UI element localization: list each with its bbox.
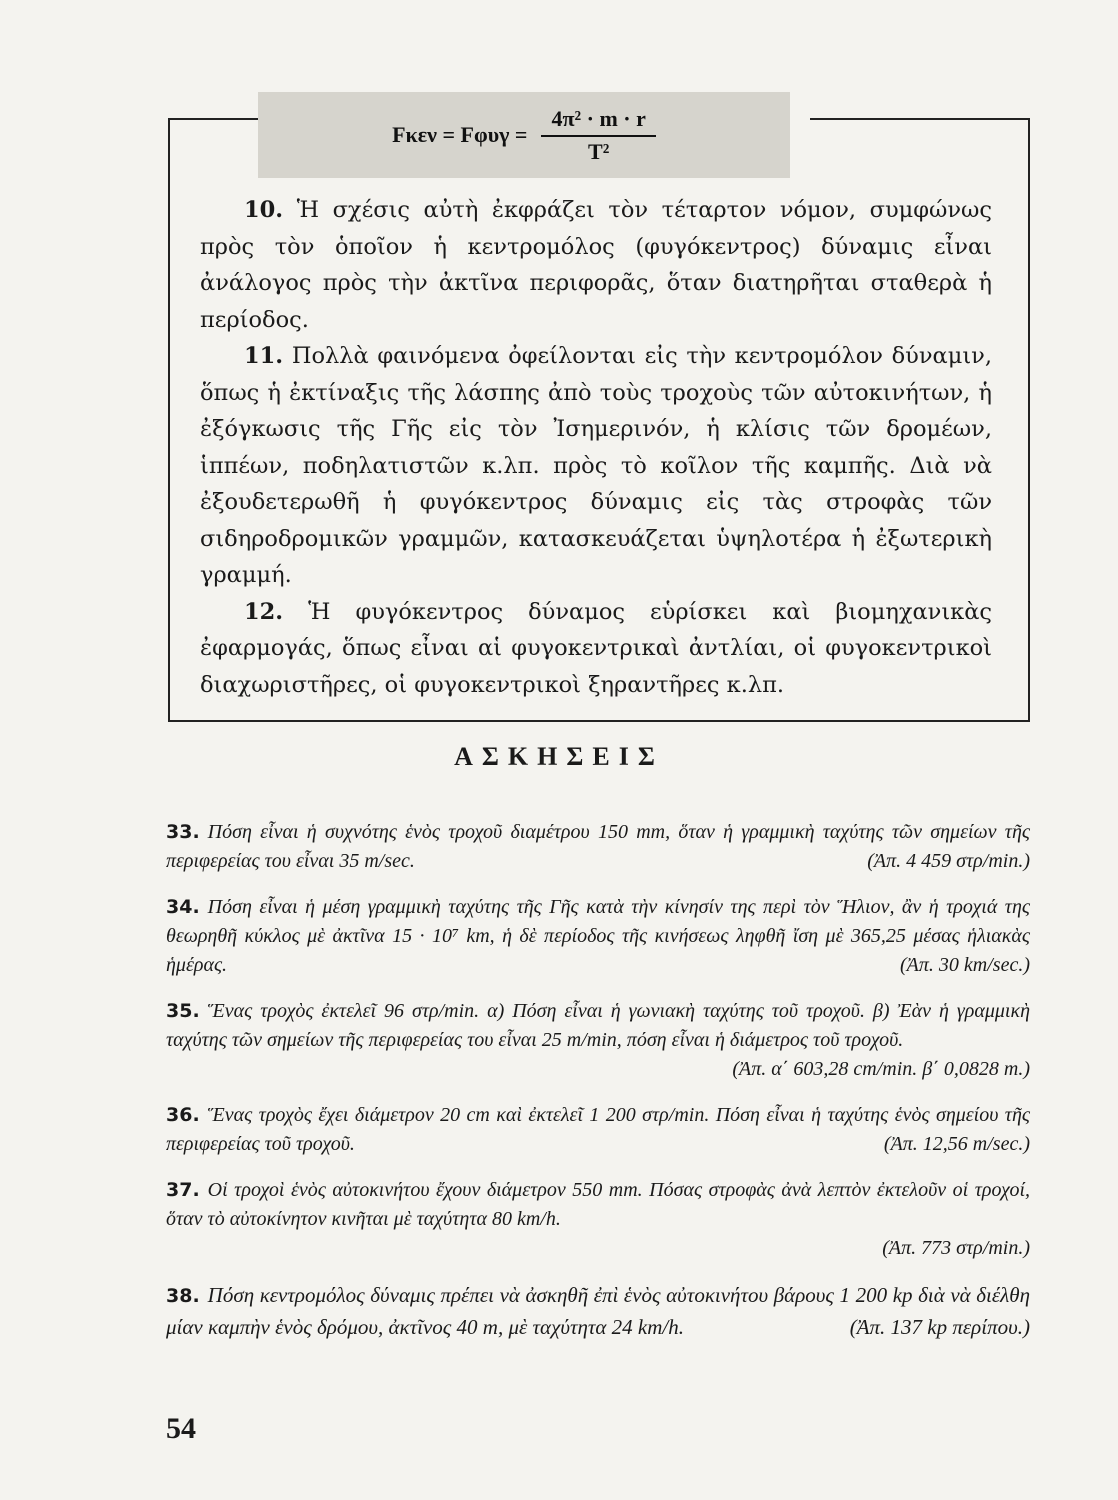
- exercise-answer: (Ἀπ. 137 kp περίπου.): [849, 1315, 1030, 1339]
- paragraph-11: 11. Πολλὰ φαινόμενα ὀφείλονται εἰς τὴν κεντρομόλον δύναμιν, ὅπως ἡ ἐκτίναξις τῆς λάσπης ἀπὸ τοὺς τροχοὺς τῶν αὐτοκινήτων, ἡ ἐξόγκωσις τῆς Γῆς εἰς τὸν Ἰσημερινόν, ἡ κλίσις τῶν δρομέων, ἱππέων, ποδηλατιστῶν κ.λπ. πρὸς τὸ κοῖλον τῆς καμπῆς. Διὰ νὰ ἐξουδετερωθῆ ἡ φυγόκεντρος δύναμις εἰς τὰς στροφὰς τῶν σιδηροδρομικῶν γραμμῶν, κατασκευάζεται ὑψηλοτέρα ἡ ἐξωτερικὴ γραμμή.: [200, 343, 993, 588]
- exercise-38: 38. Πόση κεντρομόλος δύναμις πρέπει νὰ ἀσκηθῆ ἐπὶ ἑνὸς αὐτοκινήτου βάρους 1 200 kp διὰ νὰ διέλθη μίαν καμπὴν ἑνὸς δρόμου, ἀκτῖνος 40 m, μὲ ταχύτητα 24 km/h. (Ἀπ. 137 kp περίπου.): [166, 1280, 1030, 1343]
- page-number: 54: [166, 1412, 196, 1445]
- formula-left: Fκεν = Fφυγ =: [392, 122, 528, 147]
- exercise-35: 35. Ἕνας τροχὸς ἐκτελεῖ 96 στρ/min. α) Πόση εἶναι ἡ γωνιακὴ ταχύτης τοῦ τροχοῦ. β) Ἐὰν ἡ γραμμικὴ ταχύτης τῶν σημείων τῆς περιφερείας του εἶναι 25 m/min, πόση εἶναι ἡ διάμετρος τοῦ τροχοῦ. (Ἀπ. α΄ 603,28 cm/min. β΄ 0,0828 m.): [166, 997, 1030, 1084]
- formula-denominator: T²: [588, 138, 610, 164]
- exercises-list: [166, 818, 1030, 1360]
- exercise-answer: (Ἀπ. 773 στρ/min.): [882, 1237, 1030, 1259]
- paragraph-10: 10. Ἡ σχέσις αὐτὴ ἐκφράζει τὸν τέταρτον νόμον, συμφώνως πρὸς τὸν ὁποῖον ἡ κεντρομόλος (φυγόκεντρος) δύναμις εἶναι ἀνάλογος πρὸς τὴν ἀκτῖνα περιφορᾶς, ὅταν διατηρῆται σταθερὰ ἡ περίοδος.: [200, 197, 992, 333]
- exercise-37: 37. Οἱ τροχοὶ ἑνὸς αὐτοκινήτου ἔχουν διάμετρον 550 mm. Πόσας στροφὰς ἀνὰ λεπτὸν ἐκτελοῦν οἱ τροχοί, ὅταν τὸ αὐτοκίνητον κινῆται μὲ ταχύτητα 80 km/h. (Ἀπ. 773 στρ/min.): [166, 1176, 1030, 1263]
- exercise-answer: (Ἀπ. 4 459 στρ/min.): [867, 850, 1030, 872]
- theory-text: [200, 192, 992, 703]
- exercises-heading: ΑΣΚΗΣΕΙΣ: [454, 742, 664, 771]
- exercise-36: 36. Ἕνας τροχὸς ἔχει διάμετρον 20 cm καὶ ἐκτελεῖ 1 200 στρ/min. Πόση εἶναι ἡ ταχύτης ἑνὸς σημείου τῆς περιφερείας τοῦ τροχοῦ. (Ἀπ. 12,56 m/sec.): [166, 1101, 1030, 1159]
- exercise-answer: (Ἀπ. 12,56 m/sec.): [883, 1133, 1030, 1155]
- formula-numerator: 4π² · m · r: [541, 106, 655, 137]
- paragraph-12: 12. Ἡ φυγόκεντρος δύναμος εὑρίσκει καὶ βιομηχανικὰς ἐφαρμογάς, ὅπως εἶναι αἱ φυγοκεντρικαὶ ἀντλίαι, οἱ φυγοκεντρικοὶ διαχωριστῆρες, οἱ φυγοκεντρικοὶ ξηραντῆρες κ.λπ.: [200, 598, 992, 698]
- formula-fraction: [541, 106, 655, 165]
- exercise-34: 34. Πόση εἶναι ἡ μέση γραμμικὴ ταχύτης τῆς Γῆς κατὰ τὴν κίνησίν της περὶ τὸν Ἥλιον, ἂν ἡ τροχιά της θεωρηθῆ κύκλος μὲ ἀκτῖνα 15 · 10⁷ km, ἡ δὲ περίοδος τῆς κινήσεως ληφθῆ ἴση μὲ 365,25 μέσας ἡλιακὰς ἡμέρας. (Ἀπ. 30 km/sec.): [166, 893, 1030, 980]
- exercise-answer: (Ἀπ. α΄ 603,28 cm/min. β΄ 0,0828 m.): [732, 1058, 1030, 1080]
- exercise-answer: (Ἀπ. 30 km/sec.): [900, 954, 1030, 976]
- exercise-33: 33. Πόση εἶναι ἡ συχνότης ἑνὸς τροχοῦ διαμέτρου 150 mm, ὅταν ἡ γραμμικὴ ταχύτης τῶν σημείων τῆς περιφερείας του εἶναι 35 m/sec. (Ἀπ. 4 459 στρ/min.): [166, 818, 1030, 876]
- formula: [258, 92, 790, 178]
